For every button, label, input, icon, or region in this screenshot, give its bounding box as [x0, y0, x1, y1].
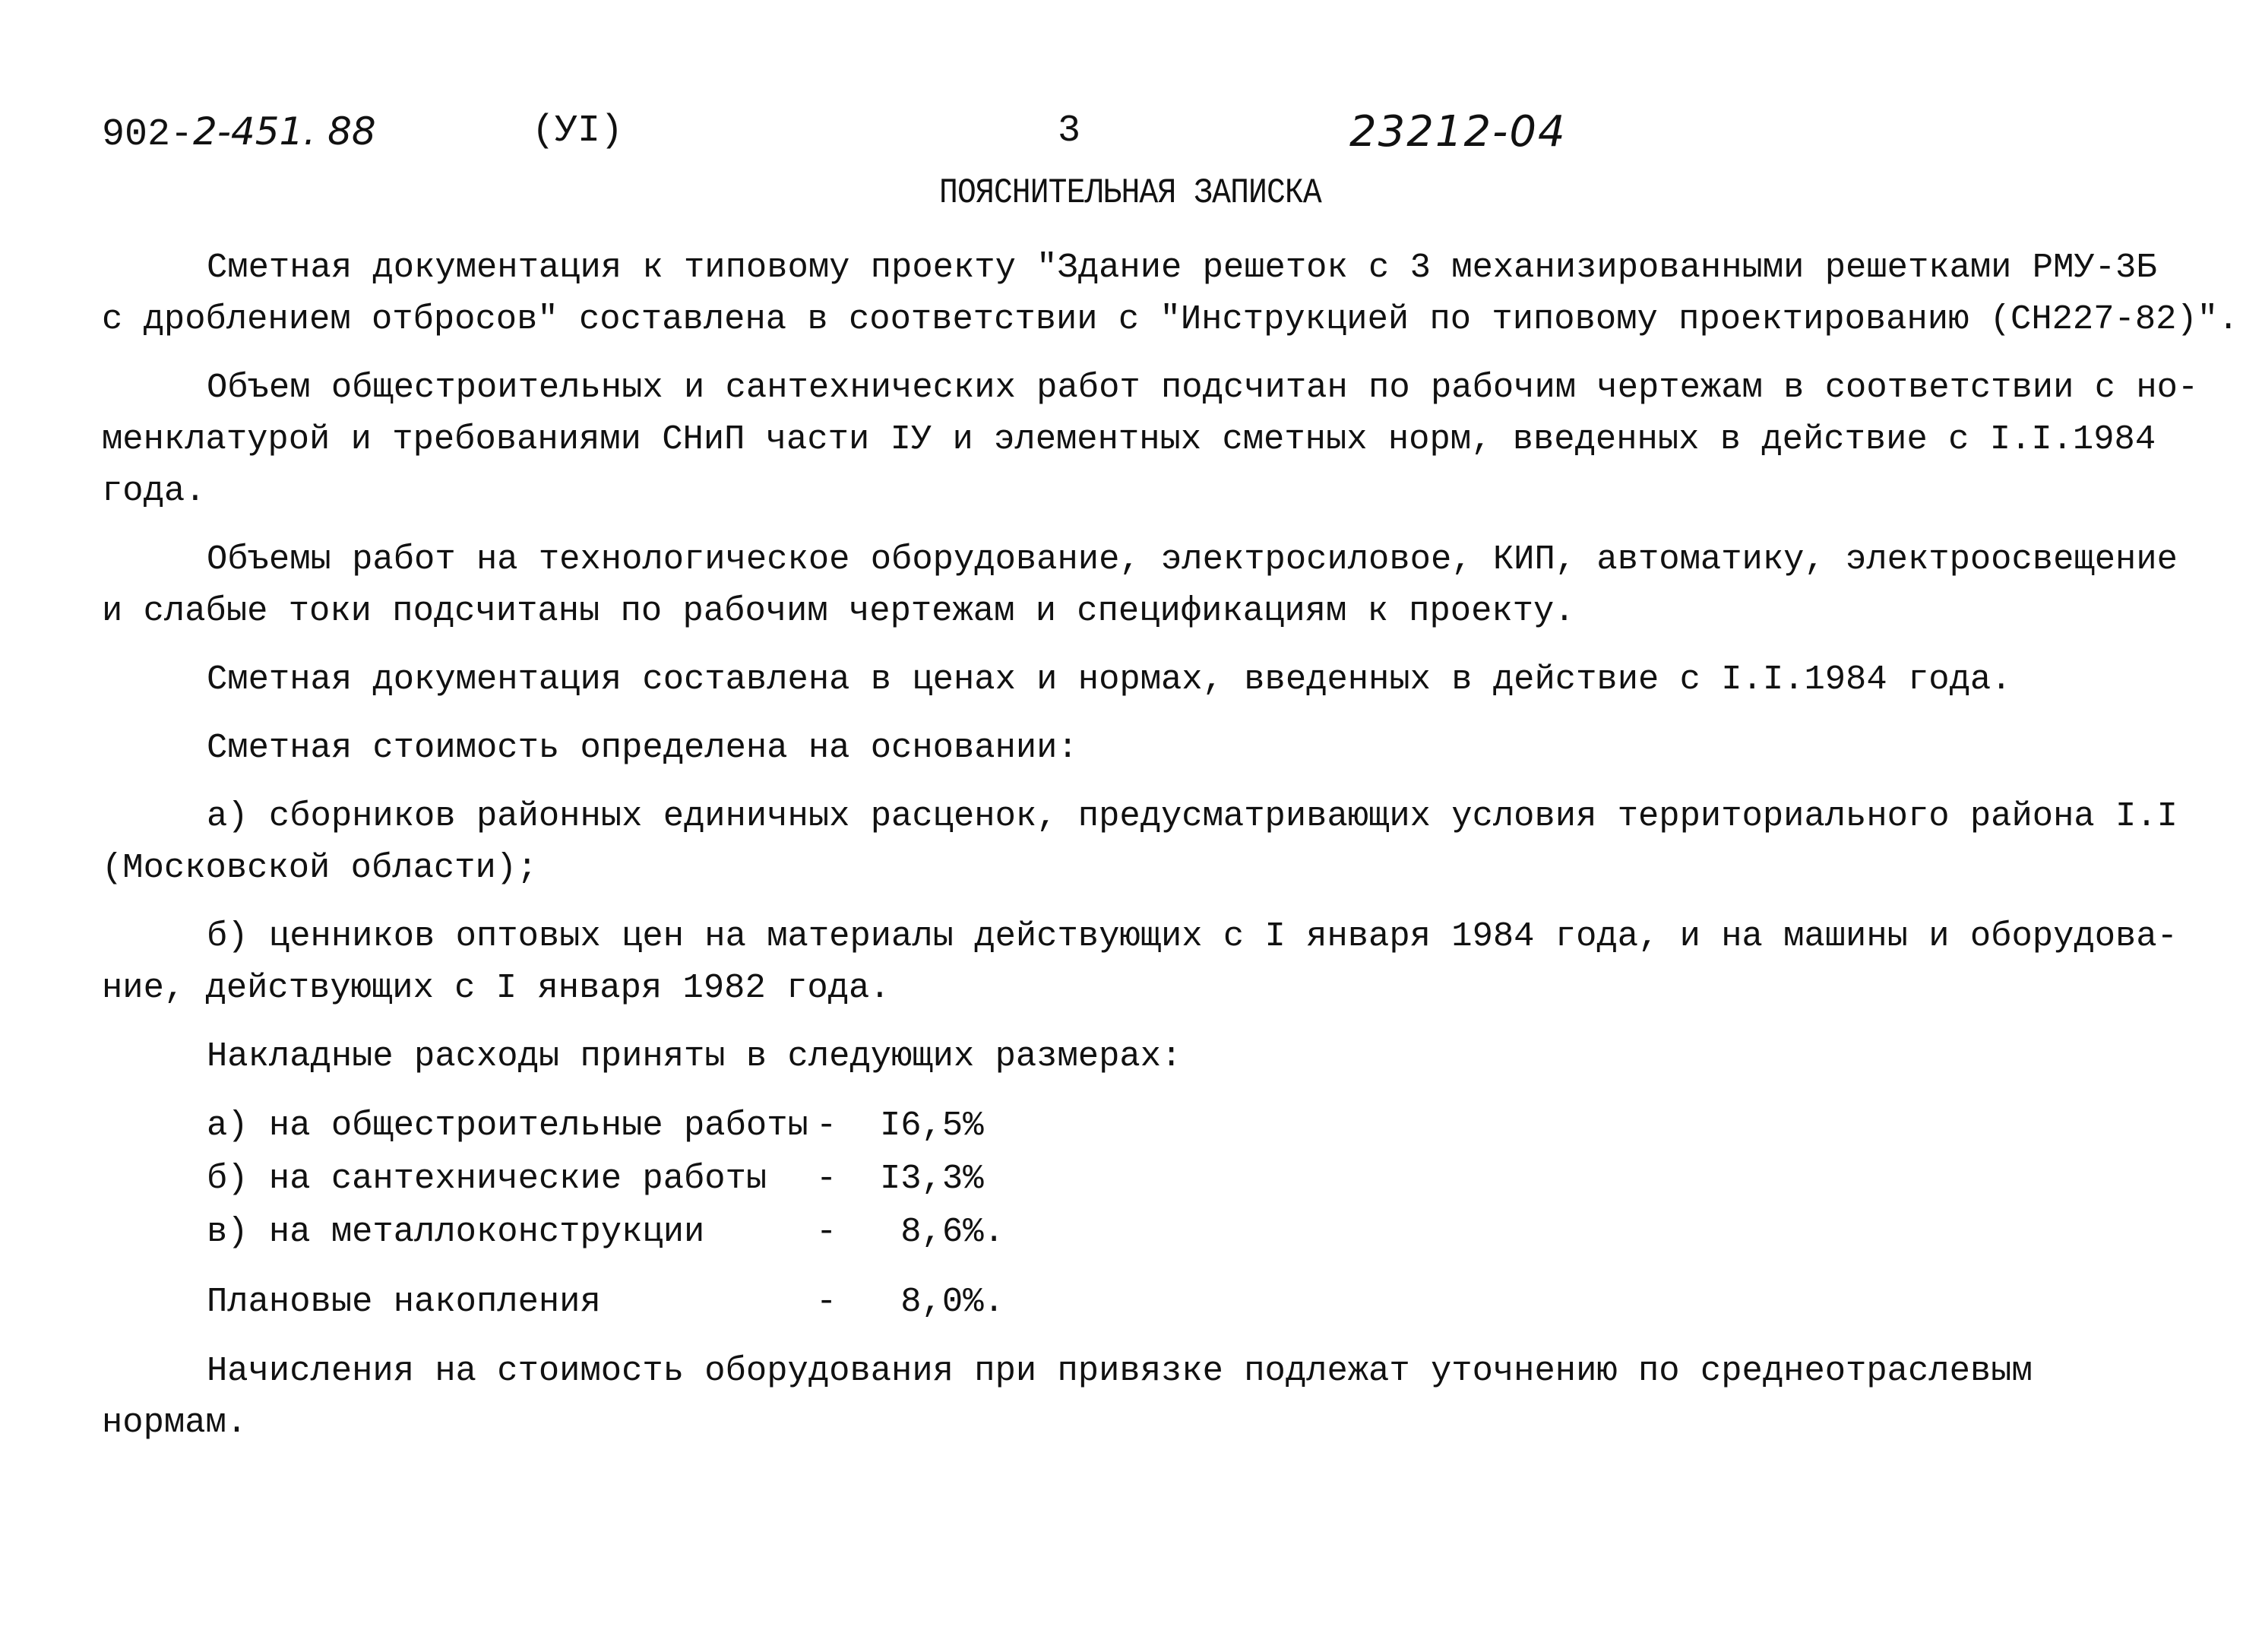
paragraph-basis-a	[102, 790, 2214, 894]
paragraph-line: (Московской области);	[102, 848, 538, 888]
project-code: 23212-04	[1349, 107, 1567, 157]
paragraph-prices	[102, 654, 2214, 705]
paragraph-basis-b	[102, 910, 2214, 1014]
paragraph-line: б) ценников оптовых цен на материалы действующих с I января 1984 года, и на машины и оборудова-	[207, 916, 2178, 956]
paragraph-intro	[102, 242, 2239, 345]
document-number-handwritten: 2-451. 88	[193, 109, 376, 153]
planned-savings-value: 8,0%.	[880, 1282, 1004, 1321]
paragraph-line: и слабые токи подсчитаны по рабочим чертежам и спецификациям к проекту.	[102, 591, 1575, 631]
volume-label: (УI)	[532, 109, 624, 153]
paragraph-line: менклатурой и требованиями СНиП части IУ и элементных сметных норм, введенных в действие с I.I.1984	[102, 419, 2156, 459]
overhead-rate-row	[102, 1099, 2214, 1152]
planned-savings-label: Плановые накопления	[207, 1282, 601, 1321]
paragraph-volumes-general	[102, 362, 2214, 517]
overhead-rate-dash: -	[816, 1106, 837, 1145]
document-number	[102, 109, 376, 157]
paragraph-line: Накладные расходы приняты в следующих размерах:	[207, 1036, 1182, 1076]
paragraph-line: Начисления на стоимость оборудования при привязке подлежат уточнению по среднеотраслевым	[207, 1351, 2033, 1391]
paragraph-line: Сметная документация к типовому проекту "Здание решеток с 3 механизированными решетками РМУ-3Б	[207, 248, 2157, 287]
paragraph-equipment-charges	[102, 1345, 2214, 1448]
paragraph-line: Сметная документация составлена в ценах и нормах, введенных в действие с I.I.1984 года.	[207, 660, 2012, 699]
paragraph-line: с дроблением отбросов" составлена в соответствии с "Инструкцией по типовому проектированию (СН227-82)".	[102, 299, 2239, 339]
page-number: 3	[1058, 109, 1081, 153]
paragraph-line: а) сборников районных единичных расценок, предусматривающих условия территориального района I.I	[207, 796, 2178, 836]
overhead-rate-dash: -	[816, 1159, 837, 1198]
paragraph-volumes-equipment	[102, 533, 2214, 637]
planned-savings-dash: -	[816, 1282, 837, 1321]
paragraph-line: Объем общестроительных и сантехнических работ подсчитан по рабочим чертежам в соответствии с но-	[207, 368, 2199, 407]
overhead-rate-value: I3,3%	[880, 1159, 984, 1198]
document-body	[102, 242, 2239, 1465]
paragraph-overheads	[102, 1030, 2214, 1082]
overhead-rate-row	[102, 1152, 2214, 1205]
overhead-rate-dash: -	[816, 1212, 837, 1252]
overhead-rate-label: а) на общестроительные работы	[207, 1106, 808, 1145]
page-title: ПОЯСНИТЕЛЬНАЯ ЗАПИСКА	[939, 173, 1321, 213]
overhead-rate-value: I6,5%	[880, 1106, 984, 1145]
paragraph-line: Объемы работ на технологическое оборудование, электросиловое, КИП, автоматику, электроосвещение	[207, 540, 2178, 579]
paragraph-line: нормам.	[102, 1403, 248, 1442]
document-number-prefix: 902-	[102, 113, 194, 157]
overhead-rate-value: 8,6%.	[880, 1212, 1004, 1252]
paragraph-cost-basis	[102, 722, 2214, 774]
planned-savings-row	[102, 1275, 2214, 1328]
overhead-rate-label: б) на сантехнические работы	[207, 1159, 767, 1198]
overhead-rate-label: в) на металлоконструкции	[207, 1212, 705, 1252]
paragraph-line: ние, действующих с I января 1982 года.	[102, 968, 891, 1008]
overhead-rate-row	[102, 1205, 2214, 1258]
paragraph-line: Сметная стоимость определена на основании:	[207, 728, 1078, 767]
paragraph-line: года.	[102, 471, 206, 511]
